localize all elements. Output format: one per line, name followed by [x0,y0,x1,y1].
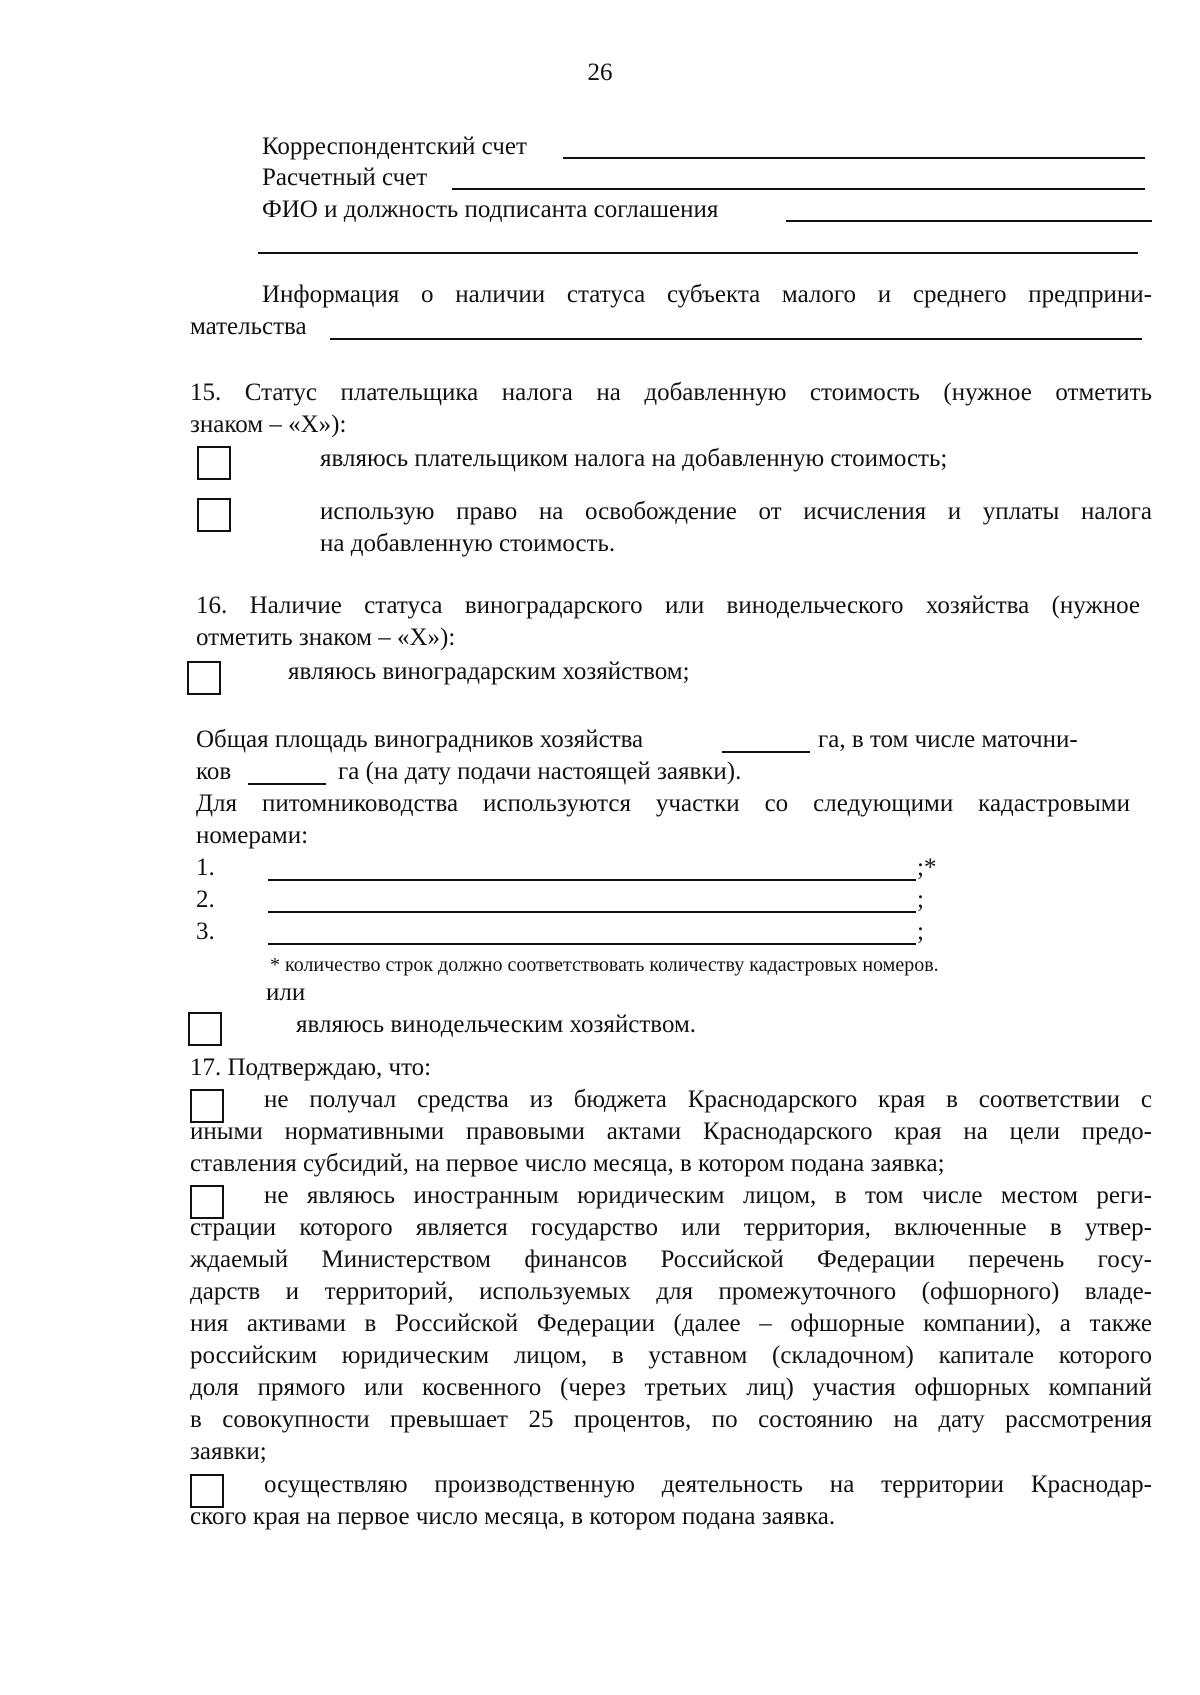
vat-exempt-label: использую право на освобождение от исчисления и уплаты налога [320,498,1152,525]
not-foreign-entity-text: доля прямого или косвенного (через третьих лиц) участия офшорных компаний [190,1374,1152,1401]
vineyard-area-field[interactable] [722,751,810,753]
section-17-title: 17. Подтверждаю, что: [190,1054,432,1081]
cadastral-item-number: 1. [196,854,215,881]
section-15-title: 15. Статус плательщика налога на добавленную стоимость (нужное отметить [190,379,1152,406]
not-foreign-entity-text: российским юридическим лицом, в уставном (складочном) капитале которого [190,1342,1152,1369]
cadastral-number-field[interactable] [268,911,916,913]
cadastral-item-end: ; [917,918,924,945]
sme-status-text-2: мательства [190,313,307,340]
no-budget-funds-text: ставления субсидий, на первое число месяца, в котором подана заявка; [190,1150,945,1177]
settlement-account-label: Расчетный счет [262,164,428,191]
winery-checkbox[interactable] [188,1012,222,1046]
section-16-title: 16. Наличие статуса виноградарского или винодельческого хозяйства (нужное [196,592,1140,619]
signatory-field-line2[interactable] [258,252,1138,254]
vineyard-checkbox[interactable] [187,661,221,695]
cadastral-item-number: 3. [196,918,215,945]
sme-status-field[interactable] [330,338,1142,340]
vat-exempt-checkbox[interactable] [197,498,231,532]
cadastral-intro: Для питомниководства используются участки со следующими кадастровыми [196,790,1130,817]
winery-label: являюсь винодельческим хозяйством. [296,1011,697,1038]
corr-account-label: Корреспондентский счет [262,133,527,160]
mother-plantation-field[interactable] [248,783,326,785]
vineyard-area-label: Общая площадь виноградников хозяйства [196,726,644,753]
mother-plantation-label: ков [196,758,232,785]
corr-account-field[interactable] [563,157,1145,159]
section-15-title-2: знаком – «X»): [190,411,347,438]
no-budget-funds-text: не получал средства из бюджета Краснодарского края в соответствии с [264,1086,1152,1113]
cadastral-item-end: ;* [917,854,937,881]
settlement-account-field[interactable] [452,188,1145,190]
signatory-label: ФИО и должность подписанта соглашения [262,196,719,223]
sme-status-text: Информация о наличии статуса субъекта малого и среднего предприни- [262,281,1152,308]
not-foreign-entity-text: дарств и территорий, используемых для промежуточного (офшорного) владе- [190,1278,1152,1305]
vat-payer-label: являюсь плательщиком налога на добавленную стоимость; [320,445,948,472]
no-budget-funds-text: иными нормативными правовыми актами Краснодарского края на цели предо- [190,1118,1152,1145]
not-foreign-entity-text: страции которого является государство или территория, включенные в утвер- [190,1214,1152,1241]
cadastral-item-end: ; [917,886,924,913]
vat-exempt-label-2: на добавленную стоимость. [320,530,616,557]
not-foreign-entity-text: ния активами в Российской Федерации (далее – офшорные компании), а также [190,1310,1152,1337]
production-activity-text: осуществляю производственную деятельность на территории Краснодар- [264,1471,1152,1498]
cadastral-intro-2: номерами: [196,822,309,849]
vat-payer-checkbox[interactable] [197,446,231,480]
cadastral-item-number: 2. [196,886,215,913]
not-foreign-entity-text: заявки; [190,1438,267,1465]
mother-plantation-unit: га (на дату подачи настоящей заявки). [338,758,742,785]
cadastral-number-field[interactable] [268,943,916,945]
cadastral-footnote: * количество строк должно соответствовать количеству кадастровых номеров. [270,954,939,976]
production-activity-text: ского края на первое число месяца, в котором подана заявка. [190,1503,836,1530]
vineyard-label: являюсь виноградарским хозяйством; [288,658,690,685]
signatory-field[interactable] [786,220,1152,222]
or-label: или [266,979,306,1006]
not-foreign-entity-text: ждаемый Министерством финансов Российской Федерации перечень госу- [190,1246,1152,1273]
not-foreign-entity-text: не являюсь иностранным юридическим лицом, в том числе местом реги- [264,1182,1152,1209]
not-foreign-entity-text: в совокупности превышает 25 процентов, по состоянию на дату рассмотрения [190,1406,1152,1433]
cadastral-number-field[interactable] [268,879,916,881]
section-16-title-2: отметить знаком – «X»): [196,624,456,651]
page-number: 26 [587,59,613,86]
vineyard-area-unit: га, в том числе маточни- [818,726,1078,753]
